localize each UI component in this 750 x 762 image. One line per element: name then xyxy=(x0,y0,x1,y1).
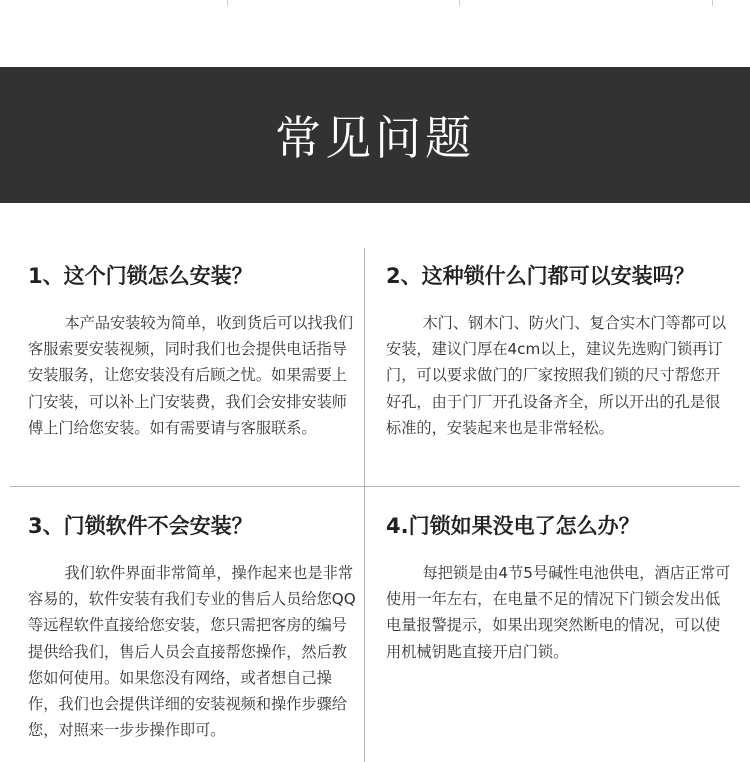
faq-item-installation xyxy=(28,264,356,437)
banner-title: 常见问题 xyxy=(275,111,475,165)
tick-mark xyxy=(227,0,228,6)
faq-question: 4.门锁如果没电了怎么办？ xyxy=(386,514,640,538)
faq-grid xyxy=(0,248,750,762)
top-edge-ticks xyxy=(0,0,750,8)
faq-item-software xyxy=(28,514,356,740)
horizontal-divider xyxy=(10,486,740,487)
faq-answer: 木门、钢木门、防火门、复合实木门等都可以安装，建议门厚在4cm以上，建议先选购门锁再订门，可以要求做门的厂家按照我们锁的尺寸帮您开好孔，由于门厂开孔设备齐全，所以开出的孔是很标准的，安装起来也是非常轻松。 xyxy=(386,314,727,437)
faq-banner xyxy=(0,67,750,203)
faq-question: 1、这个门锁怎么安装？ xyxy=(28,264,253,288)
tick-mark xyxy=(712,0,713,6)
tick-mark xyxy=(459,0,460,6)
faq-answer: 每把锁是由4节5号碱性电池供电，酒店正常可使用一年左右，在电量不足的情况下门锁会发出低电量报警提示，如果出现突然断电的情况，可以使用机械钥匙直接开启门锁。 xyxy=(386,564,731,661)
faq-item-battery xyxy=(386,514,731,661)
faq-question: 3、门锁软件不会安装？ xyxy=(28,514,253,538)
faq-item-door-types xyxy=(386,264,731,437)
vertical-divider xyxy=(364,248,365,762)
faq-question: 2、这种锁什么门都可以安装吗？ xyxy=(386,264,695,288)
faq-answer: 我们软件界面非常简单，操作起来也是非常容易的，软件安装有我们专业的售后人员给您QQ等远程软件直接给您安装，您只需把客房的编号提供给我们，售后人员会直接帮您操作，然后教您如何使用。如果您没有网络，或者想自己操作，我们也会提供详细的安装视频和操作步骤给您，对照来一步步操作即可。 xyxy=(28,564,356,740)
faq-answer: 本产品安装较为简单，收到货后可以找我们客服索要安装视频，同时我们也会提供电话指导安装服务，让您安装没有后顾之忧。如果需要上门安装，可以补上门安装费，我们会安排安装师傅上门给您安装。如有需要请与客服联系。 xyxy=(28,314,354,437)
